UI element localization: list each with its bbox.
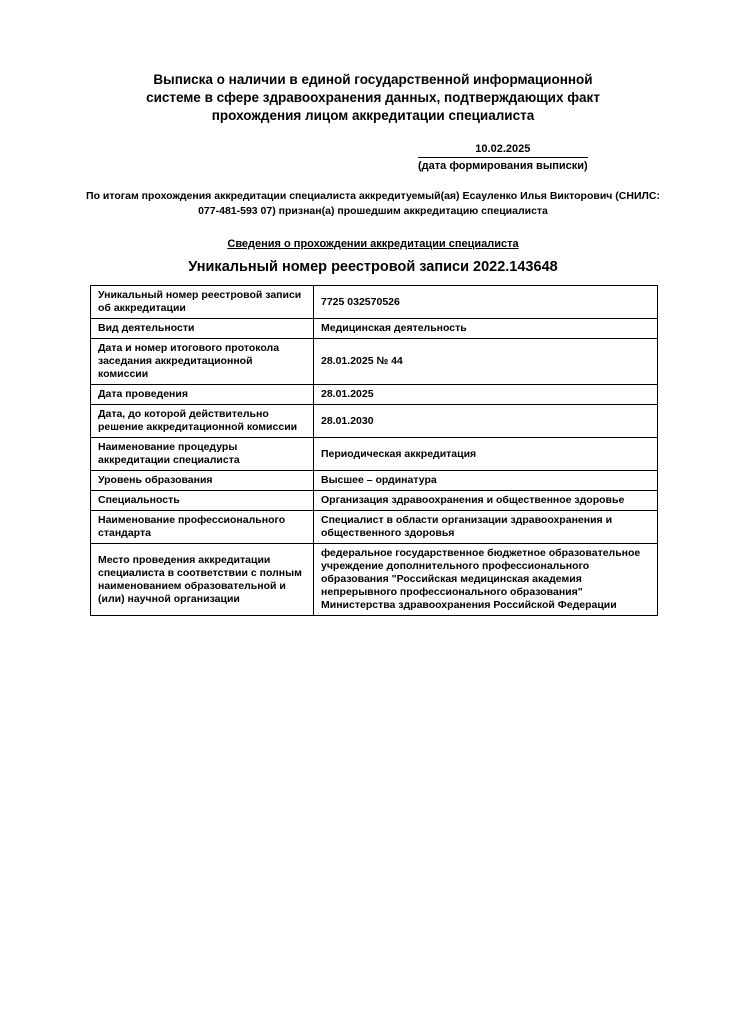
table-row xyxy=(91,544,658,616)
row-label: Дата проведения xyxy=(91,385,314,405)
formation-date-caption: (дата формирования выписки) xyxy=(418,160,588,172)
row-label: Специальность xyxy=(91,491,314,511)
row-value: 7725 032570526 xyxy=(314,286,658,319)
intro-paragraph: По итогам прохождения аккредитации специалиста аккредитуемый(ая) Есауленко Илья Викторович (СНИЛС: 077-481-593 07) признан(а) прошедшим аккредитацию специалиста xyxy=(86,190,660,217)
table-row xyxy=(91,385,658,405)
row-value: 28.01.2030 xyxy=(314,405,658,438)
table-row xyxy=(91,471,658,491)
row-value: Периодическая аккредитация xyxy=(314,438,658,471)
row-value: 28.01.2025 xyxy=(314,385,658,405)
registry-number-heading: Уникальный номер реестровой записи 2022.143648 xyxy=(188,259,558,275)
table-row xyxy=(91,405,658,438)
table-row xyxy=(91,491,658,511)
row-label: Уникальный номер реестровой записи об аккредитации xyxy=(91,286,314,319)
row-value: Высшее – ординатура xyxy=(314,471,658,491)
table-row xyxy=(91,511,658,544)
table-row xyxy=(91,339,658,385)
row-value: Специалист в области организации здравоохранения и общественного здоровья xyxy=(314,511,658,544)
row-label: Дата и номер итогового протокола заседания аккредитационной комиссии xyxy=(91,339,314,385)
table-row xyxy=(91,319,658,339)
accreditation-table-body xyxy=(91,286,658,616)
row-value: Медицинская деятельность xyxy=(314,319,658,339)
row-value: 28.01.2025 № 44 xyxy=(314,339,658,385)
table-row xyxy=(91,286,658,319)
row-label: Вид деятельности xyxy=(91,319,314,339)
section-heading: Сведения о прохождении аккредитации специалиста xyxy=(227,238,519,250)
date-block-wrapper xyxy=(0,142,746,174)
table-row xyxy=(91,438,658,471)
row-label: Наименование процедуры аккредитации специалиста xyxy=(91,438,314,471)
page-title-line-3: прохождения лицом аккредитации специалиста xyxy=(211,108,535,123)
row-label: Уровень образования xyxy=(91,471,314,491)
page-title-line-1: Выписка о наличии в единой государственной информационной xyxy=(153,72,593,87)
page-title xyxy=(0,0,746,125)
row-label: Дата, до которой действительно решение аккредитационной комиссии xyxy=(91,405,314,438)
row-label: Место проведения аккредитации специалиста в соответствии с полным наименованием образовательной и (или) научной организации xyxy=(91,544,314,616)
formation-date-block xyxy=(418,142,588,173)
accreditation-table xyxy=(90,285,658,616)
row-value: Организация здравоохранения и общественное здоровье xyxy=(314,491,658,511)
page-title-line-2: системе в сфере здравоохранения данных, подтверждающих факт xyxy=(146,90,600,105)
row-value: федеральное государственное бюджетное образовательное учреждение дополнительного профессионального образования "Российская медицинская академия непрерывного профессионального образования" Министерства здравоохранения Российской Федерации xyxy=(314,544,658,616)
formation-date: 10.02.2025 xyxy=(418,142,588,158)
row-label: Наименование профессионального стандарта xyxy=(91,511,314,544)
